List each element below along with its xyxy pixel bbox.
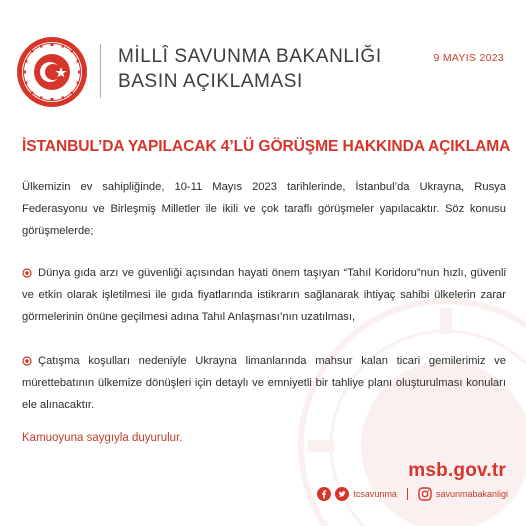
ministry-seal-icon	[16, 36, 88, 108]
social-links	[317, 487, 508, 501]
organization-block	[118, 46, 382, 94]
bullet-text: Çatışma koşulları nedeniyle Ukrayna limanlarında mahsur kalan ticari gemilerimiz ve mürettebatının ülkemize dönüşleri için detaylı ve emniyetli bir tahliye planı oluşturulması konuları ele alınacaktır.	[22, 355, 506, 411]
twitter-handle[interactable]: tcsavunma	[353, 489, 397, 499]
twitter-icon[interactable]	[335, 487, 349, 501]
instagram-handle[interactable]: savunmabakanligi	[435, 489, 508, 499]
social-separator	[407, 488, 408, 500]
facebook-icon[interactable]	[317, 487, 331, 501]
release-date: 9 MAYIS 2023	[433, 52, 504, 64]
bullet-item	[22, 262, 506, 328]
bullet-circle-icon	[22, 356, 32, 366]
website-link[interactable]: msb.gov.tr	[408, 460, 506, 481]
closing-line: Kamuoyuna saygıyla duyurulur.	[22, 432, 183, 444]
organization-name: MİLLÎ SAVUNMA BAKANLIĞI	[118, 46, 382, 67]
statement-body	[22, 176, 506, 438]
bullet-text: Dünya gıda arzı ve güvenliği açısından hayati önem taşıyan “Tahıl Koridoru”nun hızlı, güvenli ve etkin olarak işletilmesi ile gıda fiyatlarında istikrarın sağlanarak ihtiyaç sahibi ülkelerin zarar görmelerinin önüne geçilmesi adına Tahıl Anlaşması’nın uzatılması,	[22, 267, 506, 323]
document-type: BASIN AÇIKLAMASI	[118, 71, 303, 92]
instagram-icon[interactable]	[418, 487, 432, 501]
intro-paragraph: Ülkemizin ev sahipliğinde, 10-11 Mayıs 2023 tarihlerinde, İstanbul’da Ukrayna, Rusya Federasyonu ve Birleşmiş Milletler ile ikili ve çok taraflı görüşmeler yapılacaktır. Söz konusu görüşmelerde;	[22, 181, 506, 237]
header-divider	[100, 44, 101, 98]
bullet-item	[22, 350, 506, 416]
statement-title: İSTANBUL’DA YAPILACAK 4’LÜ GÖRÜŞME HAKKINDA AÇIKLAMA	[22, 138, 511, 155]
bullet-circle-icon	[22, 268, 32, 278]
